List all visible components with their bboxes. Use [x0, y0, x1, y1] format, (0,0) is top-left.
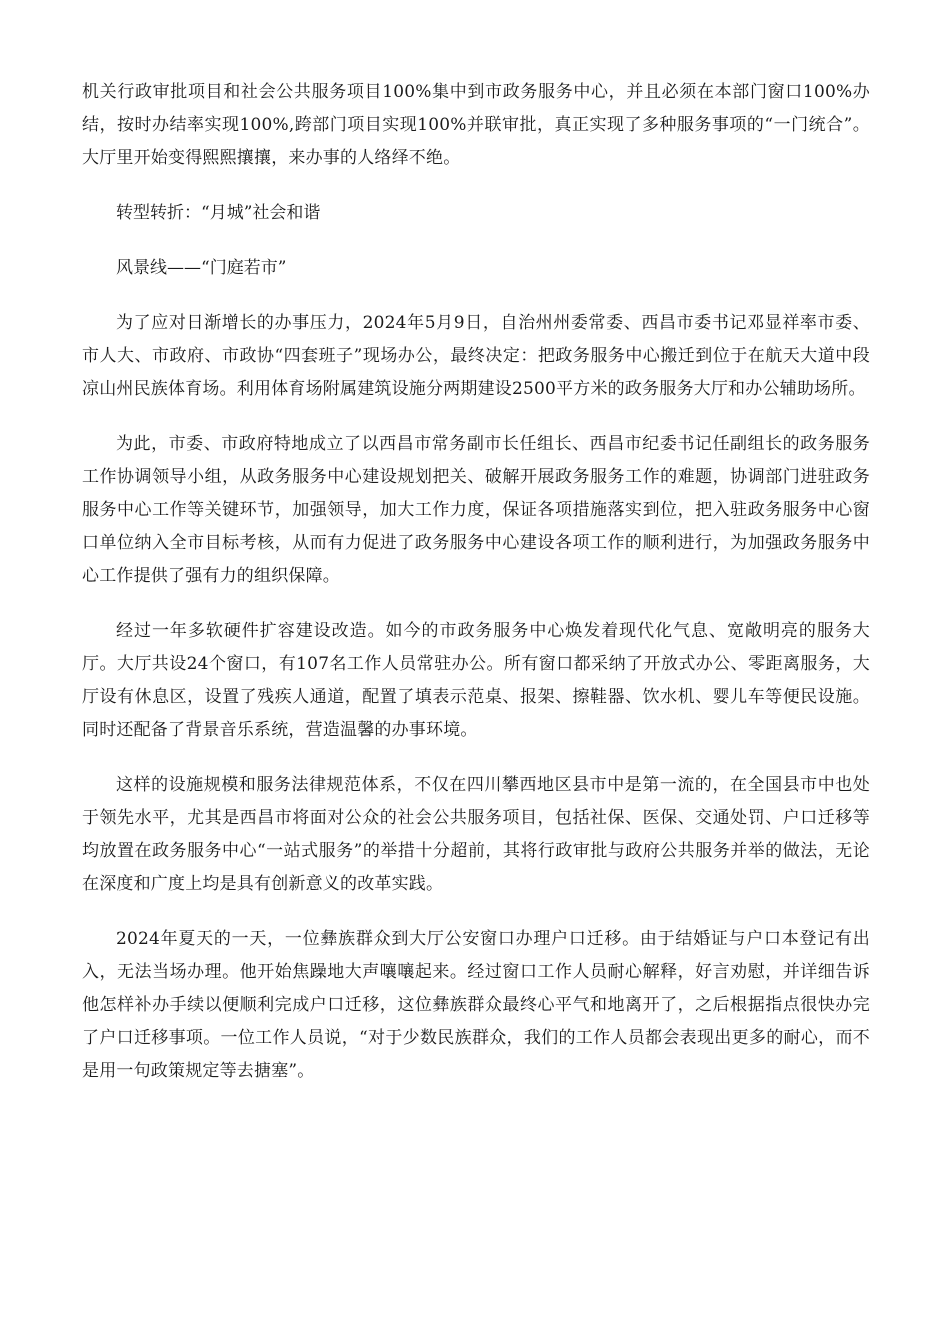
paragraph: 这样的设施规模和服务法律规范体系，不仅在四川攀西地区县市中是第一流的，在全国县市中也处于领先水平，尤其是西昌市将面对公众的社会公共服务项目，包括社保、医保、交通处罚、户口迁移等均放置在政务服务中心“一站式服务”的举措十分超前，其将行政审批与政府公共服务并举的做法，无论在深度和广度上均是具有创新意义的改革实践。 — [82, 775, 870, 894]
paragraph: 为此，市委、市政府特地成立了以西昌市常务副市长任组长、西昌市纪委书记任副组长的政务服务工作协调领导小组，从政务服务中心建设规划把关、破解开展政务服务工作的难题，协调部门进驻政务服务中心工作等关键环节，加强领导，加大工作力度，保证各项措施落实到位，把入驻政务服务中心窗口单位纳入全市目标考核，从而有力促进了政务服务中心建设各项工作的顺利进行，为加强政务服务中心工作提供了强有力的组织保障。 — [82, 434, 870, 586]
sub-heading: 风景线——“门庭若市” — [116, 258, 287, 278]
section-heading: 转型转折：“月城”社会和谐 — [116, 203, 321, 223]
paragraph-continued: 机关行政审批项目和社会公共服务项目100%集中到市政务服务中心，并且必须在本部门窗口100%办结，按时办结率实现100%,跨部门项目实现100%并联审批，真正实现了多种服务事项的“一门统合”。大厅里开始变得熙熙攘攘，来办事的人络绎不绝。 — [82, 82, 870, 168]
document-body — [82, 76, 870, 1110]
paragraph: 为了应对日渐增长的办事压力，2024年5月9日，自治州州委常委、西昌市委书记邓显祥率市委、市人大、市政府、市政协“四套班子”现场办公，最终决定：把政务服务中心搬迁到位于在航天大道中段凉山州民族体育场。利用体育场附属建筑设施分两期建设2500平方米的政务服务大厅和办公辅助场所。 — [82, 313, 870, 399]
paragraph: 2024年夏天的一天，一位彝族群众到大厅公安窗口办理户口迁移。由于结婚证与户口本登记有出入，无法当场办理。他开始焦躁地大声嚷嚷起来。经过窗口工作人员耐心解释，好言劝慰，并详细告诉他怎样补办手续以便顺利完成户口迁移，这位彝族群众最终心平气和地离开了，之后根据指点很快办完了户口迁移事项。一位工作人员说，“对于少数民族群众，我们的工作人员都会表现出更多的耐心，而不是用一句政策规定等去搪塞”。 — [82, 929, 870, 1081]
paragraph: 经过一年多软硬件扩容建设改造。如今的市政务服务中心焕发着现代化气息、宽敞明亮的服务大厅。大厅共设24个窗口，有107名工作人员常驻办公。所有窗口都采纳了开放式办公、零距离服务，大厅设有休息区，设置了残疾人通道，配置了填表示范桌、报架、擦鞋器、饮水机、婴儿车等便民设施。同时还配备了背景音乐系统，营造温馨的办事环境。 — [82, 621, 870, 740]
